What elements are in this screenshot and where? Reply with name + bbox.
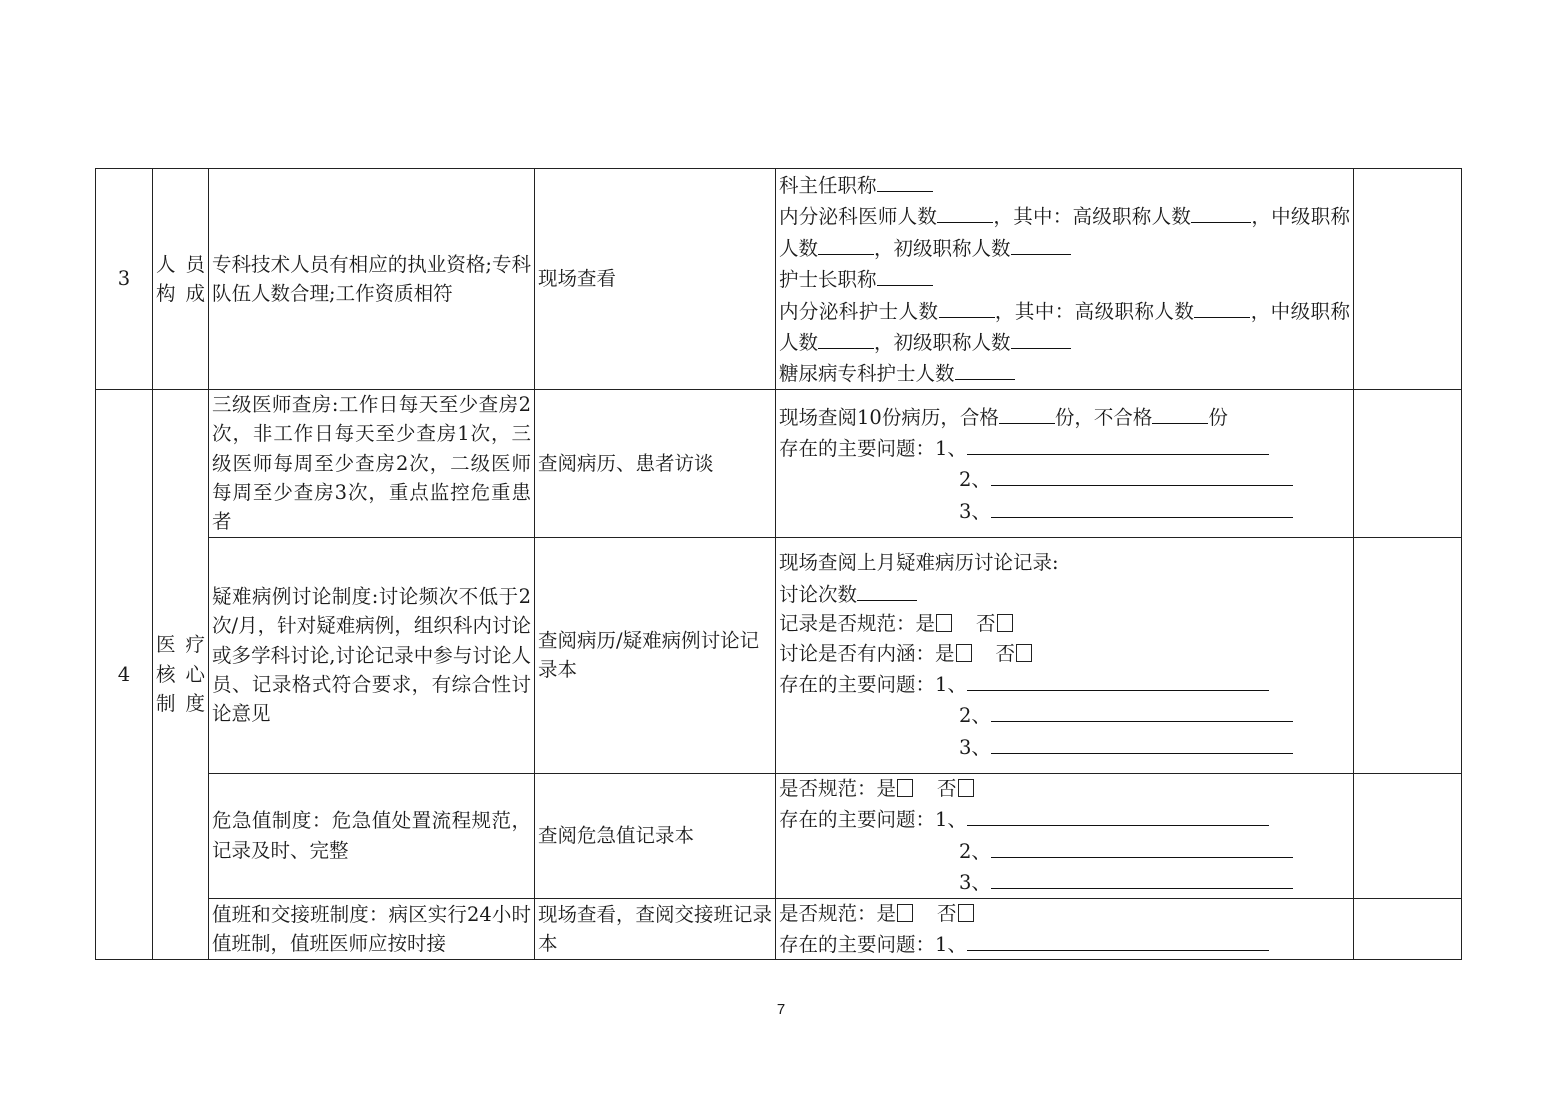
fill-blank[interactable]	[877, 263, 933, 286]
result-cell	[776, 537, 1354, 773]
fill-blank[interactable]	[1191, 200, 1251, 223]
no-checkbox[interactable]	[958, 779, 974, 797]
method-cell: 查阅病历/疑难病例讨论记录本	[535, 537, 776, 773]
fill-blank[interactable]	[991, 835, 1293, 858]
result-cell	[776, 898, 1354, 960]
criteria-cell: 疑难病例讨论制度:讨论频次不低于2次/月，针对疑难病例，组织科内讨论或多学科讨论,讨论记录中参与讨论人员、记录格式符合要求，有综合性讨论意见	[209, 537, 535, 773]
result-text: 内分泌科医师人数	[779, 205, 938, 229]
fill-blank[interactable]	[1011, 232, 1071, 255]
issue-number: 2、	[959, 704, 991, 728]
fill-blank[interactable]	[818, 232, 874, 255]
category-cell: 人员构成	[153, 169, 209, 390]
score-cell[interactable]	[1354, 537, 1462, 773]
fill-blank[interactable]	[967, 668, 1269, 691]
fill-blank[interactable]	[939, 295, 995, 318]
fill-blank[interactable]	[818, 326, 874, 349]
criteria-cell: 值班和交接班制度：病区实行24小时值班制，值班医师应按时接	[209, 898, 535, 960]
method-cell: 查阅危急值记录本	[535, 773, 776, 898]
yes-checkbox[interactable]	[897, 779, 913, 797]
category-cell: 医疗核心制度	[153, 389, 209, 959]
no-checkbox[interactable]	[997, 614, 1013, 632]
no-checkbox[interactable]	[958, 904, 974, 922]
fill-blank[interactable]	[1194, 295, 1250, 318]
score-cell[interactable]	[1354, 773, 1462, 898]
fill-blank[interactable]	[967, 803, 1269, 826]
table-row-4c	[96, 773, 1462, 898]
result-text: 科主任职称	[779, 174, 877, 197]
issues-label: 存在的主要问题：1、	[779, 932, 967, 956]
result-text: 糖尿病专科护士人数	[779, 362, 955, 386]
fill-blank[interactable]	[991, 866, 1293, 889]
issues-label: 存在的主要问题：1、	[779, 808, 967, 832]
yes-checkbox[interactable]	[897, 904, 913, 922]
issue-number: 2、	[959, 468, 991, 492]
result-text: 记录是否规范：是	[779, 612, 936, 636]
criteria-cell: 专科技术人员有相应的执业资格;专科队伍人数合理;工作资质相符	[209, 169, 535, 390]
score-cell[interactable]	[1354, 389, 1462, 537]
result-text: 讨论次数	[779, 582, 858, 606]
yes-checkbox[interactable]	[936, 614, 952, 632]
issue-number: 3、	[959, 499, 991, 523]
fill-blank[interactable]	[991, 495, 1293, 518]
result-cell	[776, 389, 1354, 537]
result-cell	[776, 169, 1354, 390]
result-text: 讨论是否有内涵：是	[779, 641, 955, 665]
fill-blank[interactable]	[857, 578, 917, 601]
result-text: 份，不合格	[1054, 405, 1153, 429]
criteria-cell: 三级医师查房:工作日每天至少查房2次，非工作日每天至少查房1次，三级医师每周至少查房2次，二级医师每周至少查房3次，重点监控危重患者	[209, 389, 535, 537]
fill-blank[interactable]	[991, 699, 1293, 722]
fill-blank[interactable]	[1152, 401, 1208, 424]
issue-number: 2、	[959, 839, 991, 863]
yes-checkbox[interactable]	[956, 644, 972, 662]
fill-blank[interactable]	[967, 432, 1269, 455]
inspection-table	[95, 168, 1462, 960]
fill-blank[interactable]	[991, 731, 1293, 754]
result-text: ，初级职称人数	[874, 236, 1011, 260]
page-number: 7	[776, 1001, 786, 1018]
result-text: 护士长职称	[779, 268, 877, 292]
row-number: 4	[96, 389, 153, 959]
fill-blank[interactable]	[877, 169, 933, 192]
method-cell: 查阅病历、患者访谈	[535, 389, 776, 537]
result-text: ，中级职称人数	[779, 299, 1350, 355]
fill-blank[interactable]	[1011, 326, 1071, 349]
fill-blank[interactable]	[999, 401, 1055, 424]
table-row-4b	[96, 537, 1462, 773]
issue-number: 3、	[959, 735, 991, 759]
result-text: 是否规范：是	[779, 776, 897, 800]
fill-blank[interactable]	[937, 200, 993, 223]
result-text: ，中级职称人数	[779, 205, 1350, 260]
result-text: 否	[995, 641, 1016, 665]
fill-blank[interactable]	[967, 928, 1269, 951]
method-cell: 现场查看，查阅交接班记录本	[535, 898, 776, 960]
table-row-3	[96, 169, 1462, 390]
table-row-4a	[96, 389, 1462, 537]
row-number: 3	[96, 169, 153, 390]
issues-label: 存在的主要问题：1、	[779, 436, 967, 460]
fill-blank[interactable]	[955, 357, 1015, 380]
result-text: ，其中：高级职称人数	[994, 299, 1195, 323]
issue-number: 3、	[959, 871, 991, 895]
result-text: 内分泌科护士人数	[779, 299, 939, 323]
result-text: 现场查阅10份病历，合格	[779, 405, 999, 429]
result-text: 否	[976, 612, 996, 636]
result-text: 份	[1208, 405, 1228, 429]
result-text: ，其中：高级职称人数	[993, 205, 1192, 229]
result-text: 是否规范：是	[779, 901, 897, 925]
result-text: 否	[937, 901, 957, 925]
no-checkbox[interactable]	[1016, 644, 1032, 662]
table-row-4d	[96, 898, 1462, 960]
fill-blank[interactable]	[991, 463, 1293, 486]
result-text: 否	[937, 776, 957, 800]
method-cell: 现场查看	[535, 169, 776, 390]
result-text: ，初级职称人数	[874, 331, 1011, 355]
score-cell[interactable]	[1354, 169, 1462, 390]
criteria-cell: 危急值制度：危急值处置流程规范，记录及时、完整	[209, 773, 535, 898]
issues-label: 存在的主要问题：1、	[779, 673, 967, 697]
score-cell[interactable]	[1354, 898, 1462, 960]
result-text: 现场查阅上月疑难病历讨论记录:	[779, 551, 1059, 575]
result-cell	[776, 773, 1354, 898]
